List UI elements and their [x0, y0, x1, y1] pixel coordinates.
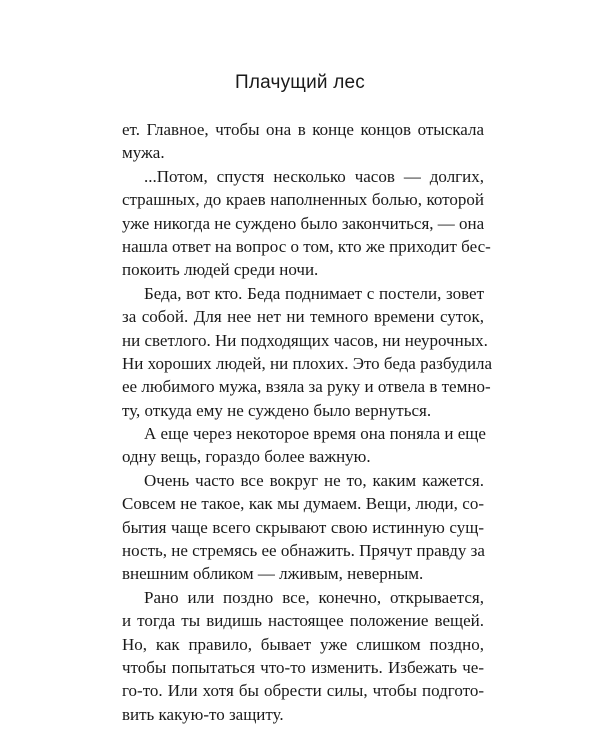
text-line: Очень часто все вокруг не то, каким кажется.: [144, 470, 484, 490]
text-line: уже никогда не суждено было закончиться, — она: [122, 213, 485, 233]
paragraph: [122, 165, 491, 282]
text-line: ни светлого. Ни подходящих часов, ни неурочных.: [122, 330, 488, 350]
text-line: ность, не стремясь ее обнажить. Прячут правду за: [122, 541, 485, 561]
text-line: чтобы попытаться что-то изменить. Избежать че-: [122, 657, 484, 677]
paragraph: [122, 586, 484, 726]
paragraph: [122, 422, 484, 469]
running-head-title: Плачущий лес: [235, 72, 365, 93]
text-line: ту, откуда ему не суждено было вернуться.: [122, 400, 432, 420]
text-line: Совсем не такое, как мы думаем. Вещи, люди, со-: [122, 494, 484, 514]
text-line: страшных, до краев наполненных болью, которой: [122, 190, 484, 210]
text-line: и тогда ты видишь настоящее положение вещей.: [122, 611, 484, 631]
text-line: мужа.: [122, 143, 165, 163]
text-line: Рано или поздно все, конечно, открывается,: [144, 587, 484, 607]
text-line: внешним обликом — лживым, неверным.: [122, 564, 424, 584]
text-line: покоить людей среди ночи.: [122, 260, 319, 280]
text-line: одну вещь, гораздо более важную.: [122, 447, 371, 467]
paragraph: [122, 469, 484, 586]
text-line: го-то. Или хотя бы обрести силы, чтобы подгото-: [122, 681, 484, 701]
text-line: Ни хороших людей, ни плохих. Это беда разбудила: [122, 353, 493, 373]
text-line: за собой. Для нее нет ни темного времени суток,: [122, 307, 484, 327]
text-line: ...Потом, спустя несколько часов — долгих,: [144, 166, 484, 186]
text-line: ет. Главное, чтобы она в конце концов отыскала: [122, 120, 484, 139]
text-line: А еще через некоторое время она поняла и еще: [144, 424, 486, 444]
paragraph: [122, 118, 484, 165]
paragraph: [122, 282, 493, 422]
text-line: Беда, вот кто. Беда поднимает с постели, зовет: [144, 283, 484, 303]
text-line: Но, как правило, бывает уже слишком поздно,: [122, 634, 484, 654]
body-text: [122, 118, 493, 726]
text-line: ее любимого мужа, взяла за руку и отвела в темно-: [122, 377, 491, 397]
text-line: нашла ответ на вопрос о том, кто же приходит бес-: [122, 236, 491, 256]
text-line: вить какую-то защиту.: [122, 704, 284, 724]
text-line: бытия чаще всего скрывают свою истинную сущ-: [122, 517, 484, 537]
